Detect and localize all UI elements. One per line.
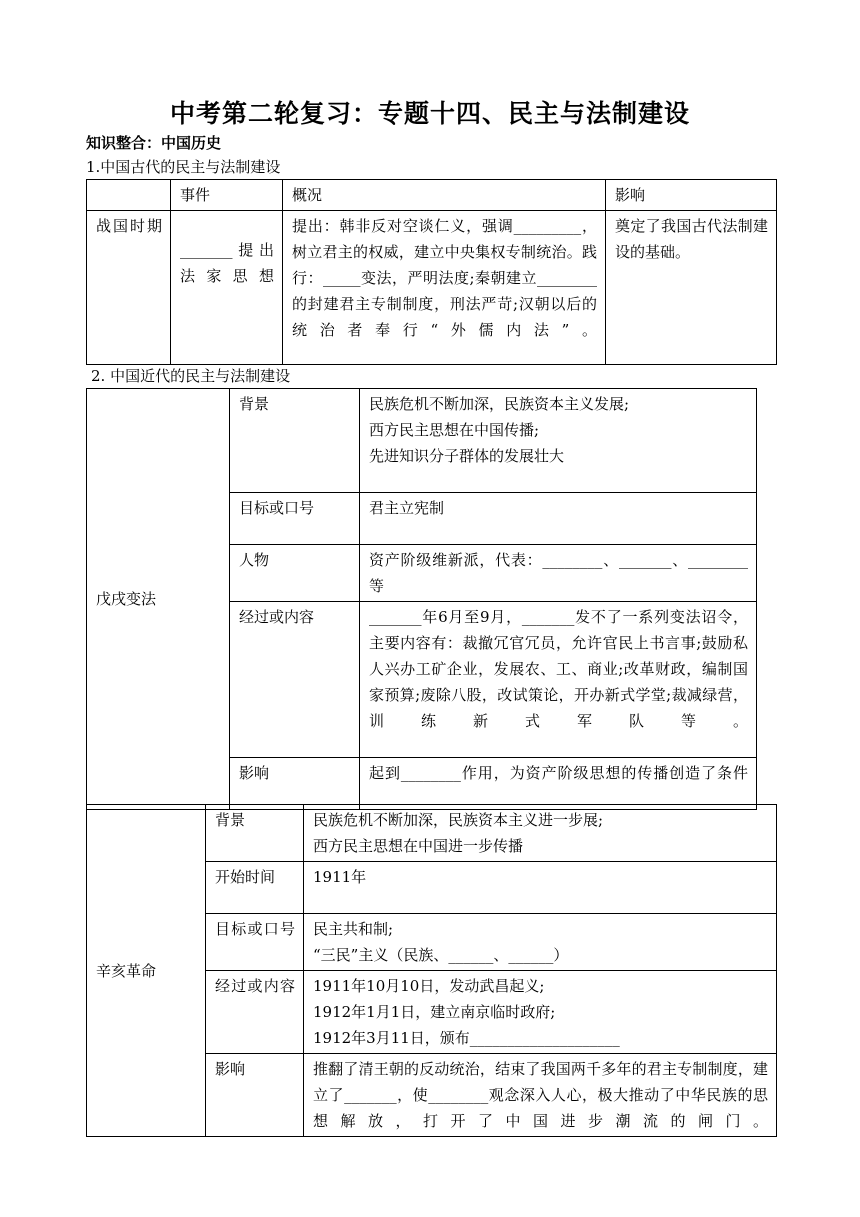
- wuxu-content-4: 起到________作用，为资产阶级思想的传播创造了条件: [360, 758, 757, 810]
- event-cell: _______提出法家思想: [171, 211, 283, 365]
- xinhai-label-2: 目标或口号: [206, 914, 304, 971]
- summary-cell: 提出：韩非反对空谈仁义，强调_________，树立君主的权威，建立中央集权专制统治。践行：_____变法，严明法度;秦朝建立________的封建君主专制制度，刑法严苛;汉朝以后的统治者奉行“外儒内法”。: [283, 211, 606, 365]
- xinhai-label-3: 经过或内容: [206, 971, 304, 1054]
- xinhai-label-1: 开始时间: [206, 862, 304, 914]
- xinhai-table: [86, 804, 777, 1137]
- wuxu-line: 西方民主思想在中国传播;: [369, 421, 540, 439]
- wuxu-line: 民族危机不断加深，民族资本主义发展;: [369, 395, 630, 413]
- part1-heading: 1.中国古代的民主与法制建设: [86, 158, 281, 176]
- part2-heading: 2. 中国近代的民主与法制建设: [91, 367, 291, 385]
- wuxu-name: 戊戌变法: [87, 389, 230, 810]
- section-heading: 知识整合：中国历史: [86, 134, 222, 152]
- xinhai-content-4: 推翻了清王朝的反动统治，结束了我国两千多年的君主专制制度，建立了_______，使________观念深入人心，极大推动了中华民族的思想解放，打开了中国进步潮流的闸门。: [304, 1054, 777, 1137]
- xinhai-line: “三民”主义（民族、______、______）: [313, 946, 569, 964]
- xinhai-content-1: 1911年: [304, 862, 777, 914]
- page-title: 中考第二轮复习：专题十四、民主与法制建设: [169, 99, 690, 128]
- wuxu-line: 先进知识分子群体的发展壮大: [369, 447, 565, 465]
- xinhai-line: 西方民主思想在中国进一步传播: [313, 837, 524, 855]
- xinhai-label-4: 影响: [206, 1054, 304, 1137]
- xinhai-name: 辛亥革命: [87, 805, 206, 1137]
- wuxu-content-2: 资产阶级维新派，代表：________、_______、________等: [360, 545, 757, 602]
- xinhai-line: 民主共和制;: [313, 920, 394, 938]
- header-blank: [87, 180, 171, 211]
- xinhai-line: 1912年1月1日，建立南京临时政府;: [313, 1003, 556, 1021]
- header-event: 事件: [171, 180, 283, 211]
- impact-cell: 奠定了我国古代法制建设的基础。: [606, 211, 777, 365]
- wuxu-content-0: [360, 389, 757, 493]
- header-impact: 影响: [606, 180, 777, 211]
- wuxu-label-1: 目标或口号: [230, 493, 360, 545]
- header-summary: 概况: [283, 180, 606, 211]
- xinhai-label-0: 背景: [206, 805, 304, 862]
- wuxu-table: [86, 388, 757, 810]
- xinhai-content-2: [304, 914, 777, 971]
- ancient-table: [86, 179, 777, 365]
- wuxu-content-3: _______年6月至9月，_______发不了一系列变法诏令，主要内容有：裁撤冗官冗员，允许官民上书言事;鼓励私人兴办工矿企业，发展农、工、商业;改革财政，编制国家预算;废除八股，改试策论，开办新式学堂;裁减绿营，训练新式军队等。: [360, 602, 757, 758]
- xinhai-line: 1911年10月10日，发动武昌起义;: [313, 977, 545, 995]
- wuxu-content-1: 君主立宪制: [360, 493, 757, 545]
- xinhai-content-0: [304, 805, 777, 862]
- xinhai-line: 民族危机不断加深，民族资本主义进一步展;: [313, 811, 604, 829]
- wuxu-label-2: 人物: [230, 545, 360, 602]
- wuxu-label-3: 经过或内容: [230, 602, 360, 758]
- wuxu-label-4: 影响: [230, 758, 360, 810]
- wuxu-label-0: 背景: [230, 389, 360, 493]
- period-cell: 战国时期: [87, 211, 171, 365]
- xinhai-content-3: [304, 971, 777, 1054]
- xinhai-line: 1912年3月11日，颁布____________________: [313, 1029, 620, 1047]
